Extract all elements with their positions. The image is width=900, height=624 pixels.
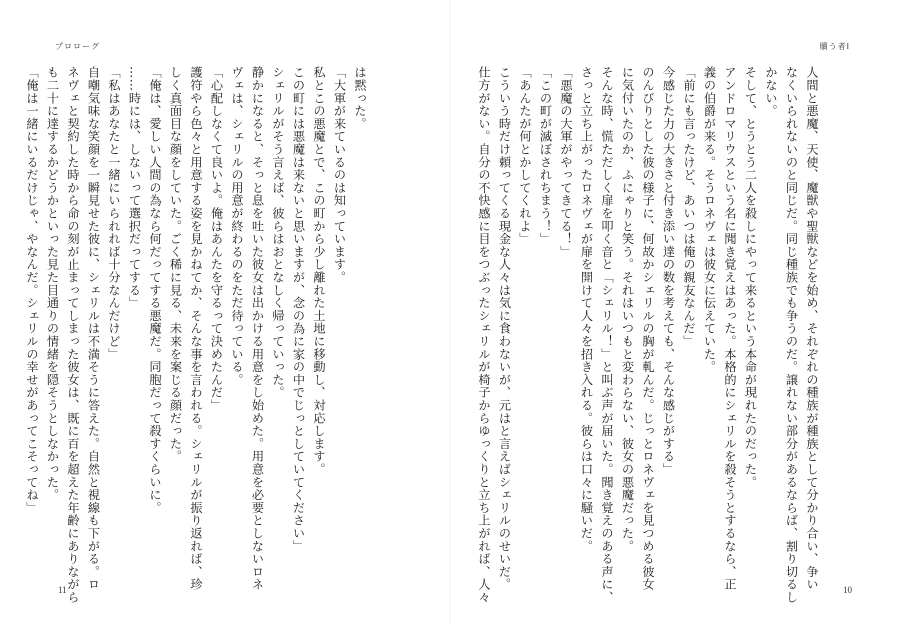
text-line: アンドロマリウスという名に聞き覚えはあった。本格的にシェリルを殺そうとするなら、正 — [723, 66, 737, 591]
text-line: 自嘲気味な笑顔を一瞬見せた彼に、シェリルは不満そうに答えた。自然と視線も下がる。ロ — [86, 66, 101, 591]
running-head-left: プロローグ — [55, 42, 100, 51]
text-line: しく真面目な顔をしていた。ごく稀に見る、未来を案じる顔だった。 — [168, 66, 183, 463]
text-line: そして、とうとう二人を殺しにやって来るという本命が現れたのだった。 — [743, 66, 758, 489]
text-line: のんびりとした彼の様子に、何故かシェリルの胸が軋んだ。じっとロネヴェを見つめる彼女 — [641, 66, 655, 591]
text-line: 「この町が滅ぼされちまう！」 — [538, 66, 553, 246]
text-line: さっと立ち上がったロネヴェが扉を開けて人々を招き入れる。彼らは口々に騒いだ。 — [579, 66, 594, 553]
text-line: 静かになると、そっと息を吐いた彼女は出かける用意をし始めた。用意を必要としないロネ — [250, 66, 265, 591]
text-line: 「あんたが何とかしてくれよ」 — [518, 66, 532, 246]
text-line: なくいられないのと同じだ。同じ種族でも争うのだ。譲れない部分があるならば、割り切るし — [784, 66, 799, 604]
text-line: 仕方がない。自分の不快感に目をつぶったシェリルが椅子からゆっくりと立ち上がれば、人々 — [477, 66, 491, 604]
text-line: 今感じた力の大きさと付き添い達の数を考えても、そんな感じがする」 — [661, 66, 676, 476]
text-line: ネヴェと契約した時から命の刻が止まってしまった彼女は、既に百を超えた年齢にありながら — [66, 66, 80, 604]
page-number-right: 10 — [843, 585, 852, 595]
text-line: 「心配しなくて良いよ。俺はあんたを守るって決めたんだ」 — [209, 66, 224, 412]
text-line: 「前にも言ったけど、あいつは俺の親友なんだ」 — [682, 66, 696, 348]
text-line: この町には悪魔は来ないと思いますが、念の為に家の中でじっとしていてください」 — [291, 66, 306, 553]
text-line: 「俺は、愛しい人間の為なら何だってする悪魔だ。同胞だって殺すくらいに。 — [148, 66, 162, 514]
page-number-left: 11 — [58, 585, 67, 595]
text-line: 「俺は一緒にいるだけじゃ、やなんだ。シェリルの幸せがあってこそってね」 — [25, 66, 39, 514]
text-line: 「大軍が来ているのは知っています。 — [332, 66, 347, 284]
running-head-right: 贖う者Ⅰ — [819, 42, 850, 51]
text-line: こういう時だけ頼ってくる現金な人々は気に食わないが、元はと言えばシェリルのせいだ。 — [497, 66, 512, 591]
text-line: 義の伯爵が来る。そうロネヴェは彼女に伝えていた。 — [702, 66, 717, 374]
text-line: に気付いたのか、ふにゃりと笑う。それはいつもと変わらない、彼女の悪魔だった。 — [620, 66, 635, 553]
right-page — [450, 0, 900, 624]
text-line: 私とこの悪魔とで、この町から少し離れた土地に移動し、対応します。 — [312, 66, 326, 476]
text-line: ヴェは、シェリルの用意が終わるのをただ待っている。 — [230, 66, 244, 386]
text-line: そんな時、慌ただしく扉を叩く音と「シェリル！」と叫ぶ声が届いた。聞き覚えのある声に、 — [600, 66, 614, 604]
text-line: かない。 — [764, 66, 778, 118]
text-line: 人間と悪魔、天使、魔獣や聖獣などを始め、それぞれの種族が種族として分かり合い、争い — [805, 66, 819, 591]
right-page-body — [474, 66, 823, 604]
text-line: も二十に達するかどうかといった見た目通りの情緒を隠そうとしなかった。 — [45, 66, 60, 502]
text-line: は黙った。 — [353, 66, 367, 130]
text-line: 「私はあなたと一緒にいられれば十分なんだけど」 — [107, 66, 121, 361]
text-line: 「悪魔の大軍がやってきてる！」 — [559, 66, 573, 258]
text-line: 護符やら色々と用意する姿を見かねてか、そんな事を言われる。シェリルが振り返れば、珍 — [189, 66, 203, 591]
text-line: ……時には、しないって選択だってする」 — [127, 66, 142, 310]
text-line: シェリルがそう言えば、彼らはおとなしく帰っていった。 — [271, 66, 285, 399]
